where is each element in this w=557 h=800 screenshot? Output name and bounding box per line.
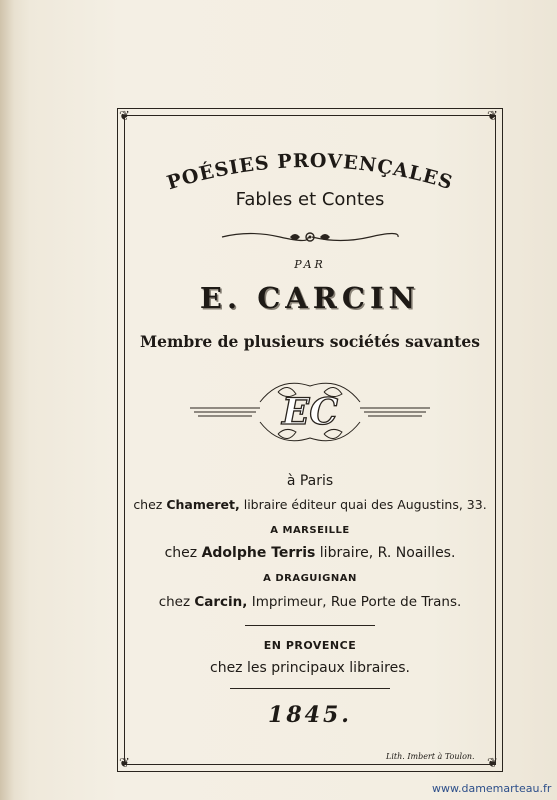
marseille-heading: A MARSEILLE — [270, 525, 350, 536]
marseille-publisher-address: libraire, R. Noailles. — [319, 545, 456, 561]
monogram-letters: EC — [281, 391, 339, 433]
draguignan-heading: A DRAGUIGNAN — [263, 573, 357, 584]
divider-rule-lower — [230, 688, 390, 689]
paris-publisher-name: Chameret, — [166, 497, 240, 512]
principaux-libraires: chez les principaux libraires. — [210, 660, 410, 676]
divider-rule-upper — [245, 625, 375, 626]
svg-text:POÉSIES PROVENÇALES — [164, 150, 455, 194]
book-spine-shadow — [0, 0, 14, 800]
draguignan-prefix: chez — [158, 594, 191, 610]
paris-publisher-address: libraire éditeur quai des Augustins, 33. — [243, 497, 487, 512]
draguignan-publisher-line — [124, 594, 496, 610]
author-affiliation: Membre de plusieurs sociétés savantes — [139, 332, 481, 351]
book-title-text: POÉSIES PROVENÇALES — [164, 149, 456, 195]
draguignan-publisher-name: Carcin, — [194, 594, 248, 610]
paris-heading: à Paris — [286, 473, 334, 489]
paris-publisher-line — [124, 497, 496, 512]
lithographer-credit: Lith. Imbert à Toulon. — [386, 752, 475, 761]
draguignan-publisher-address: Imprimeur, Rue Porte de Trans. — [251, 594, 462, 610]
corner-ornament-top-right: ❦ — [487, 109, 498, 124]
monogram-ornament — [190, 372, 430, 452]
subtitle: Fables et Contes — [235, 189, 385, 210]
watermark-url: www.damemarteau.fr — [432, 782, 552, 795]
corner-ornament-bottom-left: ❦ — [119, 756, 130, 771]
provence-heading: EN PROVENCE — [263, 639, 357, 652]
author-name: E. CARCIN — [199, 281, 421, 315]
par-label: PAR — [294, 258, 326, 271]
corner-ornament-top-left: ❦ — [119, 109, 130, 124]
flourish-divider-icon — [220, 226, 400, 248]
marseille-publisher-name: Adolphe Terris — [201, 545, 316, 561]
marseille-publisher-line — [124, 545, 496, 561]
paris-prefix: chez — [133, 497, 163, 512]
corner-ornament-bottom-right: ❦ — [487, 756, 498, 771]
publication-year: 1845. — [268, 702, 352, 728]
marseille-prefix: chez — [164, 545, 198, 561]
